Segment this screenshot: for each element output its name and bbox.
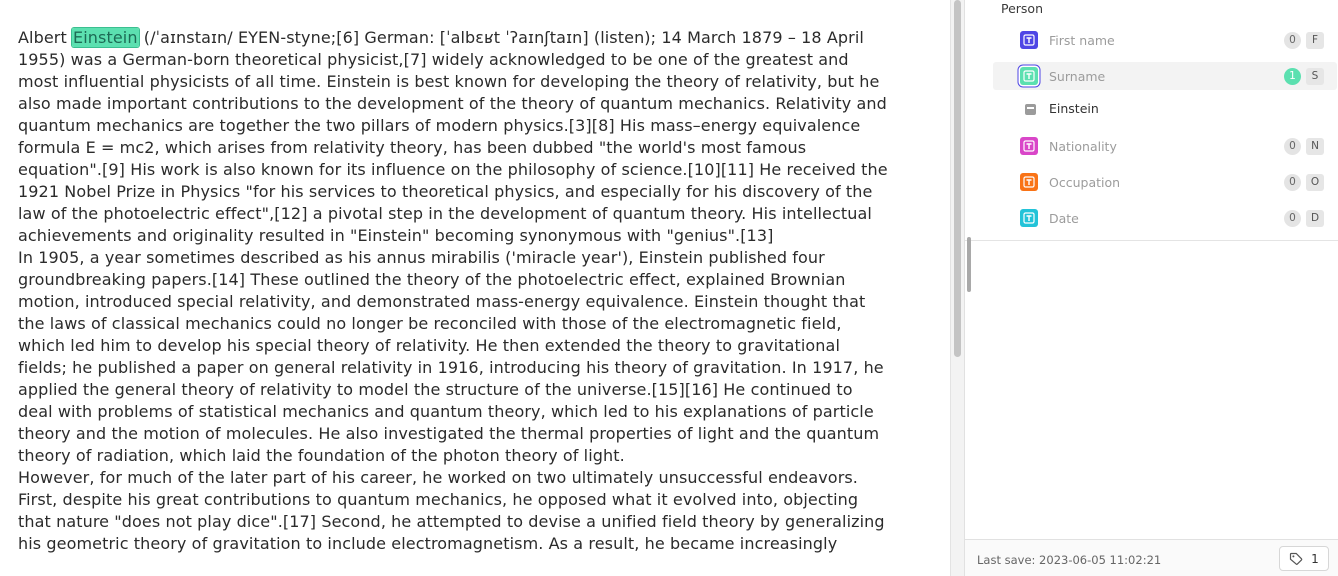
label-name: Nationality	[1049, 138, 1117, 154]
panel-resize-handle[interactable]	[967, 237, 971, 292]
label-first-name[interactable]	[993, 26, 1337, 54]
label-shortcut-key: O	[1306, 174, 1324, 191]
text-span: Albert	[18, 28, 73, 47]
label-surname[interactable]	[993, 62, 1337, 90]
label-shortcut-key: N	[1306, 138, 1324, 155]
last-save-status: Last save: 2023-06-05 11:02:21	[977, 553, 1162, 567]
text-t-icon	[1020, 209, 1038, 227]
tag-icon	[1289, 552, 1303, 566]
label-name: First name	[1049, 32, 1115, 48]
label-count-badge: 1	[1284, 68, 1301, 85]
entity-icon	[1025, 104, 1036, 115]
document-text[interactable]	[18, 27, 888, 555]
label-count-badge: 0	[1284, 174, 1301, 191]
entity-item-einstein[interactable]	[993, 98, 1337, 122]
label-panel-divider	[965, 240, 1338, 241]
label-shortcut-key: F	[1306, 32, 1324, 49]
label-panel	[965, 0, 1338, 576]
annotation-count-button[interactable]	[1279, 546, 1329, 571]
text-span: (/ˈaɪnstaɪn/ EYEN-styne;[6] German: [ˈalbɛʁt ˈʔaɪnʃtaɪn] (listen); 14 March 1879 – 18 April 1955) was a German-born theoretical physicist,[7] widely acknowledged to be one of the greatest and most influential physicists of all time. Einstein is best known for developing the theory of relativity, but he also made important contributions to the development of the theory of quantum mechanics. Relativity and quantum mechanics are together the two pillars of modern physics.[3][8] His mass–energy equivalence formula E = mc2, which arises from relativity theory, has been dubbed "the world's most famous equation".[9] His work is also known for its influence on the philosophy of science.[10][11] He received the 1921 Nobel Prize in Physics "for his services to theoretical physics, and especially for his discovery of the law of the photoelectric effect",[12] a pivotal step in the development of quantum theory. His intellectual achievements and originality resulted in "Einstein" becoming synonymous with "genius".[13]	[18, 28, 888, 245]
annotation-highlight-surname[interactable]: Einstein	[73, 28, 138, 47]
text-t-icon	[1020, 173, 1038, 191]
label-name: Surname	[1049, 68, 1106, 84]
label-date[interactable]	[993, 204, 1337, 232]
label-shortcut-key: S	[1306, 68, 1324, 85]
text-t-icon	[1020, 67, 1038, 85]
label-count-badge: 0	[1284, 138, 1301, 155]
entity-text: Einstein	[1049, 101, 1099, 116]
text-t-icon	[1020, 31, 1038, 49]
label-occupation[interactable]	[993, 168, 1337, 196]
label-nationality[interactable]	[993, 132, 1337, 160]
paragraph-2[interactable]: In 1905, a year sometimes described as his annus mirabilis ('miracle year'), Einstein published four groundbreaking papers.[14] These outlined the theory of the photoelectric effect, explained Brownian motion, introduced special relativity, and demonstrated mass-energy equivalence. Einstein thought that the laws of classical mechanics could no longer be reconciled with those of the electromagnetic field, which led him to develop his special theory of relativity. He then extended the theory to gravitational fields; he published a paper on general relativity in 1916, introducing his theory of gravitation. In 1917, he applied the general theory of relativity to model the structure of the universe.[15][16] He continued to deal with problems of statistical mechanics and quantum theory, which led to his explanations of particle theory and the motion of molecules. He also investigated the thermal properties of light and the quantum theory of radiation, which laid the foundation of the photon theory of light.	[18, 248, 884, 465]
label-group-title: Person	[1001, 1, 1044, 16]
label-name: Date	[1049, 210, 1079, 226]
annotation-count: 1	[1311, 551, 1319, 566]
label-count-badge: 0	[1284, 210, 1301, 227]
label-shortcut-key: D	[1306, 210, 1324, 227]
label-count-badge: 0	[1284, 32, 1301, 49]
paragraph-3[interactable]: However, for much of the later part of his career, he worked on two ultimately unsuccessful endeavors. First, despite his great contributions to quantum mechanics, he opposed what it evolved into, objecting that nature "does not play dice".[17] Second, he attempted to devise a unified field theory by generalizing his geometric theory of gravitation to include electromagnetism. As a result, he became increasingly	[18, 468, 885, 553]
paragraph-1[interactable]	[18, 27, 888, 247]
document-scrollbar-thumb[interactable]	[954, 0, 961, 357]
label-name: Occupation	[1049, 174, 1121, 190]
text-t-icon	[1020, 137, 1038, 155]
footer-bar	[965, 539, 1338, 576]
